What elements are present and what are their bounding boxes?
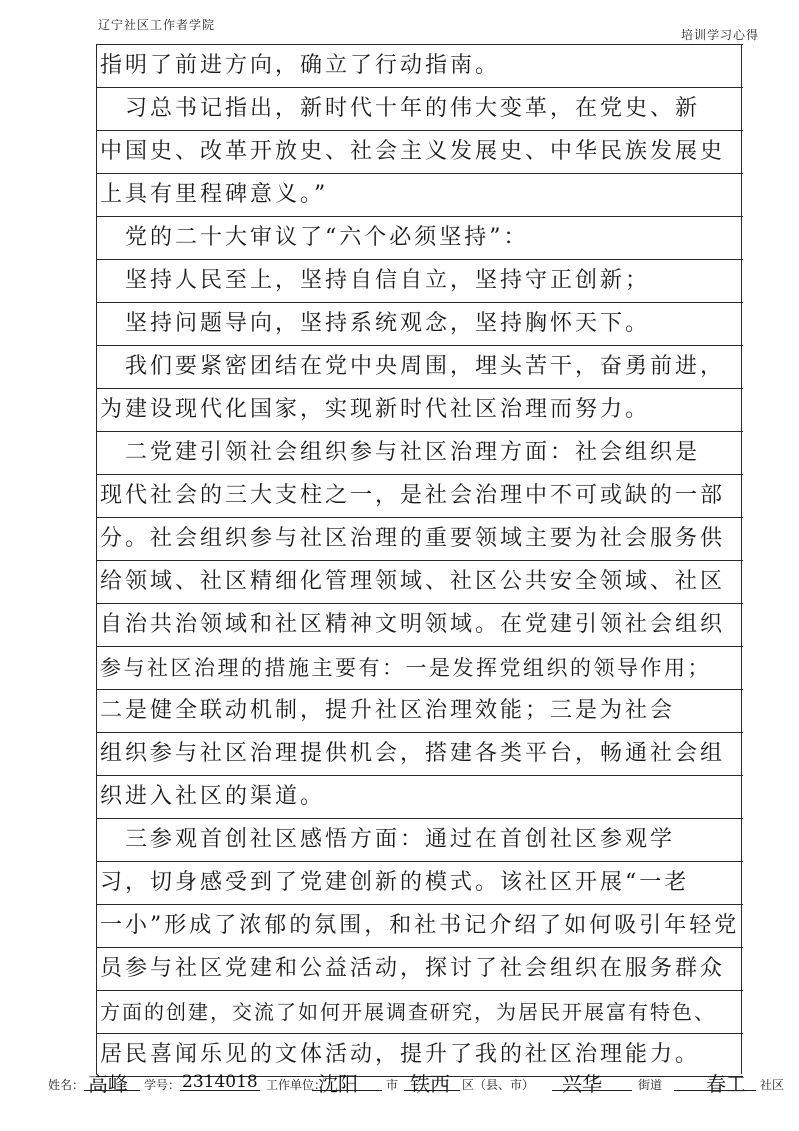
ruled-line [96, 861, 743, 862]
community-underline [674, 1090, 756, 1091]
district-underline [404, 1090, 460, 1091]
ruled-line [96, 560, 743, 561]
text-line: 员参与社区党建和公益活动，探讨了社会组织在服务群众 [100, 956, 726, 981]
ruled-line [96, 474, 743, 475]
ruled-line [96, 302, 743, 303]
name-value: 高峰 [88, 1072, 128, 1096]
street-value: 兴华 [562, 1072, 602, 1096]
ruled-line [96, 904, 743, 905]
ruled-line [96, 646, 743, 647]
ruled-line [96, 173, 743, 174]
city-underline [312, 1090, 382, 1091]
text-line: 坚持问题导向，坚持系统观念，坚持胸怀天下。 [100, 311, 651, 336]
ruled-line [96, 818, 743, 819]
text-line: 一小”形成了浓郁的氛围，和社书记介绍了如何吸引年轻党 [100, 913, 740, 938]
street-label: 街道 [638, 1078, 663, 1092]
district-label: 区（县、市） [462, 1078, 535, 1092]
institution-header: 辽宁社区工作者学院 [98, 18, 216, 32]
community-label: 社区 [760, 1078, 785, 1092]
ruled-line [96, 603, 743, 604]
text-line: 指明了前进方向，确立了行动指南。 [100, 53, 501, 78]
ruled-line [96, 431, 743, 432]
text-line: 中国史、改革开放史、社会主义发展史、中华民族发展史 [100, 139, 726, 164]
city-value: 沈阳 [318, 1072, 358, 1096]
student-id-label: 学号： [144, 1078, 181, 1092]
text-line: 习总书记指出，新时代十年的伟大变革，在党史、新 [100, 96, 701, 121]
text-line: 我们要紧密团结在党中央周围，埋头苦干，奋勇前进， [100, 354, 726, 379]
ruled-line [96, 775, 743, 776]
student-id-value: 2314018 [182, 1072, 258, 1092]
ruled-line [96, 689, 743, 690]
name-underline [84, 1090, 140, 1091]
document-type-header: 培训学习心得 [680, 28, 759, 42]
student-id-underline [180, 1090, 260, 1091]
text-line: 给领域、社区精细化管理领域、社区公共安全领域、社区 [100, 569, 726, 594]
district-value: 铁西 [410, 1072, 450, 1096]
city-label: 市 [386, 1078, 399, 1092]
text-line: 现代社会的三大支柱之一，是社会治理中不可或缺的一部 [100, 483, 726, 508]
ruled-line [96, 990, 743, 991]
community-value: 春工 [706, 1072, 746, 1096]
ruled-line [96, 388, 743, 389]
ruled-line [96, 216, 743, 217]
ruled-line [96, 947, 743, 948]
text-line: 为建设现代化国家，实现新时代社区治理而努力。 [100, 397, 651, 422]
text-line: 党的二十大审议了“六个必须坚持”： [100, 225, 529, 250]
text-line: 织进入社区的渠道。 [100, 784, 326, 809]
text-line: 居民喜闻乐见的文体活动，提升了我的社区治理能力。 [100, 1042, 701, 1067]
text-line: 二党建引领社会组织参与社区治理方面：社会组织是 [100, 440, 701, 465]
ruled-line [96, 259, 743, 260]
text-line: 坚持人民至上，坚持自信自立，坚持守正创新； [100, 268, 651, 293]
ruled-line [96, 345, 743, 346]
text-line: 上具有里程碑意义。” [100, 182, 329, 207]
ruled-line [96, 44, 743, 45]
ruled-line [96, 130, 743, 131]
text-line: 三参观首创社区感悟方面：通过在首创社区参观学 [100, 827, 676, 852]
street-underline [552, 1090, 632, 1091]
ruled-line [96, 87, 743, 88]
text-line: 组织参与社区治理提供机会，搭建各类平台，畅通社会组 [100, 741, 726, 766]
text-line: 分。社会组织参与社区治理的重要领域主要为社会服务供 [100, 526, 726, 551]
text-line: 二是健全联动机制，提升社区治理效能；三是为社会 [100, 698, 676, 723]
ruled-line [96, 732, 743, 733]
name-label: 姓名： [48, 1078, 85, 1092]
text-line: 方面的创建，交流了如何开展调查研究，为居民开展富有特色、 [100, 1000, 716, 1024]
text-line: 参与社区治理的措施主要有：一是发挥党组织的领导作用； [100, 656, 711, 680]
ruled-line [96, 1033, 743, 1034]
text-line: 自治共治领域和社区精神文明领域。在党建引领社会组织 [100, 612, 726, 637]
work-unit-label: 工作单位： [266, 1078, 327, 1092]
ruled-line [96, 517, 743, 518]
text-line: 习，切身感受到了党建创新的模式。该社区开展“一老 [100, 870, 690, 895]
